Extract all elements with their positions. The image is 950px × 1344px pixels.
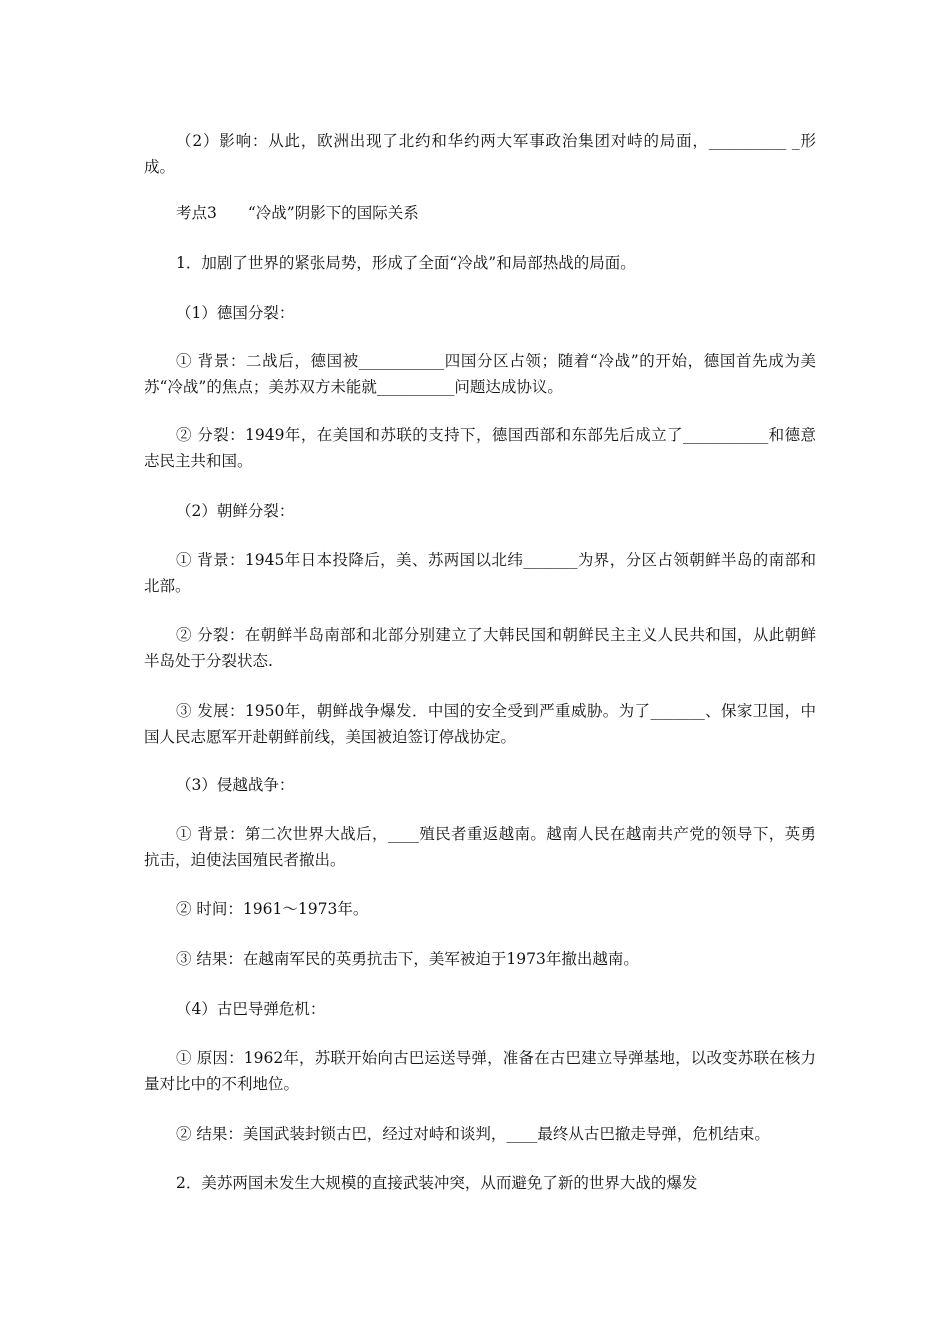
germany-split-paragraph: ② 分裂：1949年，在美国和苏联的支持下，德国西部和东部先后成立了___________和德意志民主共和国。 bbox=[144, 426, 816, 470]
cuba-cause-paragraph: ① 原因：1962年，苏联开始向古巴运送导弹，准备在古巴建立导弹基地，以改变苏联在核力量对比中的不利地位。 bbox=[144, 1049, 816, 1093]
section-heading-kaodian-3: 考点3 “冷战”阴影下的国际关系 bbox=[176, 204, 419, 222]
germany-division-heading: （1）德国分裂： bbox=[176, 304, 295, 322]
germany-background-paragraph: ① 背景：二战后，德国被___________四国分区占领；随着“冷战”的开始，德国首先成为美苏“冷战”的焦点；美苏双方未能就__________问题达成协议。 bbox=[144, 352, 816, 396]
vietnam-time-paragraph: ② 时间：1961～1973年。 bbox=[176, 900, 369, 918]
cuba-result-paragraph: ② 结果：美国武装封锁古巴，经过对峙和谈判，____最终从古巴撤走导弹，危机结束。 bbox=[176, 1125, 770, 1143]
korea-background-paragraph: ① 背景：1945年日本投降后，美、苏两国以北纬_______为界，分区占领朝鲜半岛的南部和北部。 bbox=[144, 551, 816, 595]
point-2-paragraph: 2．美苏两国未发生大规模的直接武装冲突，从而避免了新的世界大战的爆发 bbox=[176, 1174, 698, 1192]
vietnam-result-paragraph: ③ 结果：在越南军民的英勇抗击下，美军被迫于1973年撤出越南。 bbox=[176, 950, 639, 968]
impact-paragraph: （2）影响：从此，欧洲出现了北约和华约两大军事政治集团对峙的局面，__________ _形成。 bbox=[144, 132, 816, 176]
vietnam-war-heading: （3）侵越战争： bbox=[176, 776, 295, 794]
korea-division-heading: （2）朝鲜分裂： bbox=[176, 502, 295, 520]
korea-split-paragraph: ② 分裂：在朝鲜半岛南部和北部分别建立了大韩民国和朝鲜民主主义人民共和国，从此朝鲜半岛处于分裂状态. bbox=[144, 626, 816, 670]
korea-development-paragraph: ③ 发展：1950年，朝鲜战争爆发．中国的安全受到严重威胁。为了_______、保家卫国，中国人民志愿军开赴朝鲜前线，美国被迫签订停战协定。 bbox=[144, 702, 816, 746]
vietnam-background-paragraph: ① 背景：第二次世界大战后，____殖民者重返越南。越南人民在越南共产党的领导下，英勇抗击，迫使法国殖民者撤出。 bbox=[144, 825, 816, 869]
point-1-paragraph: 1．加剧了世界的紧张局势，形成了全面“冷战”和局部热战的局面。 bbox=[176, 254, 636, 272]
cuba-crisis-heading: （4）古巴导弹危机： bbox=[176, 1000, 326, 1018]
